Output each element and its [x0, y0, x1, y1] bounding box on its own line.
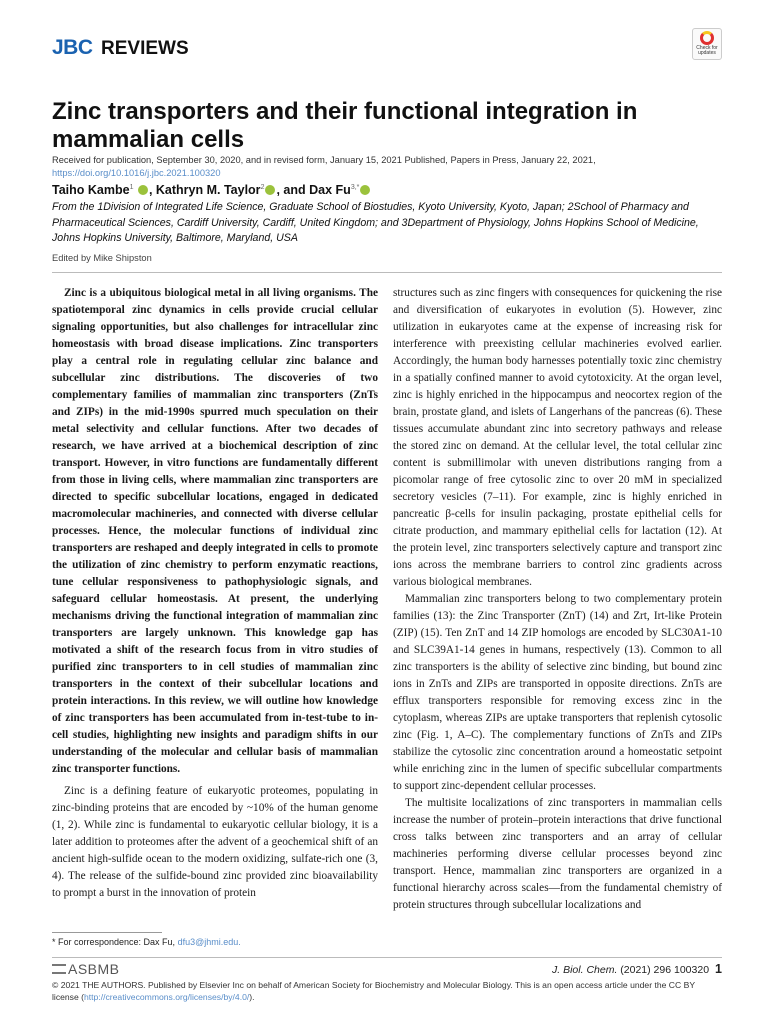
abstract: Zinc is a ubiquitous biological metal in all living organisms. The spatiotemporal zinc dynamics in cells provide crucial cellular signaling opportunities, but also challenges for intracellular zinc homeostasis with broad disease implications. Zinc transporters play a central role in regulating cellular zinc balance and subcellular zinc distributions. The discoveries of two complementary families of mammalian zinc transporters (ZnTs and ZIPs) in the mid-1990s spurred much speculation on their metal selectivity and cellular functions. After two decades of research, we have arrived at a biochemical description of zinc transport. However, in vitro functions are fundamentally different from those in living cells, where mammalian zinc transporters are directed to specific subcellular locations, engaged in dedicated macromolecular machineries, and connected with diverse cellular processes. Hence, the molecular functions of individual zinc transporters are reshaped and deeply integrated in cells to promote the utilization of zinc chemistry to perform enzymatic reactions, tune cellular responsiveness to pathophysiologic signals, and safeguard cellular homeostasis. At present, the underlying mechanisms driving the functional integration of mammalian zinc transporters are largely unknown. This knowledge gap has motivated a shift of the research focus from in vitro studies of purified zinc transporters to in cell studies of mammalian zinc transporters in the context of their subcellular locations and protein interactions. In this review, we will outline how knowledge of zinc transporters has been accumulated from in-test-tube to in-cell studies, highlighting new insights and paradigm shifts in our understanding of the molecular and cellular basis of mammalian zinc transporter functions.: [52, 287, 378, 775]
license-text: © 2021 THE AUTHORS. Published by Elsevier Inc on behalf of American Society for Biochemistry and Molecular Biology. This is an open access article under the CC BY license (: [52, 980, 695, 1002]
journal-issue: (2021) 296 100320: [617, 964, 710, 976]
body-paragraph: The multisite localizations of zinc transporters in mammalian cells increase the number of protein–protein interactions that drive functional cross talks between zinc transporters and an array of cellular machineries performing diverse cellular processes beyond zinc transport. Hence, mammalian zinc transporters are organized in a functional hierarchy across scales—from the fundamental chemistry of protein structures through subcellular localizations and: [393, 797, 722, 911]
publisher-logo: [52, 961, 120, 977]
asbmb-icon: [52, 964, 66, 974]
affiliations: From the 1Division of Integrated Life Science, Graduate School of Biostudies, Kyoto University, Kyoto, Japan; 2School of Pharmacy and Pharmaceutical Sciences, Cardiff University, Cardiff, United Kingdom; and 3Department of Physiology, Johns Hopkins School of Medicine, Johns Hopkins University, Baltimore, Maryland, USA: [52, 201, 699, 244]
publisher-name: ASBMB: [68, 961, 120, 977]
correspondence-label: * For correspondence: Dax Fu,: [52, 937, 178, 947]
check-for-updates-badge[interactable]: [692, 28, 722, 60]
correspondence-footnote: [52, 937, 241, 947]
author-3[interactable]: [309, 183, 371, 197]
correspondence-email-link[interactable]: dfu3@jhmi.edu.: [177, 937, 241, 947]
license-statement: [52, 979, 722, 1003]
received-text: Received for publication, September 30, 2020, and in revised form, January 15, 2021 Published, Papers in Press, January 22, 2021,: [52, 155, 596, 165]
journal-name: J. Biol. Chem.: [552, 964, 618, 976]
intro-paragraph: Zinc is a defining feature of eukaryotic proteomes, populating in zinc-binding proteins that are encoded by ~10% of the human genome (1, 2). While zinc is fundamental to eukaryotic cellular biology, it is a later addition to proteomes after the advent of a geochemical shift of an ancient high-sulfide ocean to the modern oxidizing, sulfate-rich one (3, 4). The release of the sulfide-bound zinc provided zinc bioavailability to prompt a burst in the innovation of protein: [52, 785, 378, 899]
author-separator: , and: [276, 183, 310, 197]
author-affil-number: 1: [129, 183, 134, 191]
jbc-logo: JBC: [52, 36, 93, 59]
check-updates-icon: [700, 31, 714, 45]
author-name: Kathryn M. Taylor: [155, 183, 261, 197]
right-column: [393, 285, 722, 914]
header-divider: [52, 272, 722, 273]
orcid-icon[interactable]: [265, 185, 275, 195]
author-name: Taiho Kambe: [52, 183, 130, 197]
publication-history: [52, 154, 722, 180]
orcid-icon[interactable]: [360, 185, 370, 195]
author-separator: ,: [148, 183, 156, 197]
article-title: Zinc transporters and their functional integration in mammalian cells: [52, 98, 638, 153]
journal-header: [52, 36, 722, 66]
author-affil-number: 2: [260, 183, 265, 191]
body-paragraph: structures such as zinc fingers with consequences for quickening the rise and diversification of eukaryotes in evolution (5). However, zinc utilization in eukaryotes came at the expense of increasing risk for interference with preexisting cellular machineries evolved earlier. Accordingly, the human body harnesses potentially toxic zinc chemistry in a spatially confined manner to avoid cytotoxicity. At the organ level, zinc is highly enriched in the hippocampus and neocortex region of the brain, prostate gland, and islets of Langerhans of the pancreas (6). These tissues accumulate abundant zinc into secretory pathways and release the stored zinc on demand. At the cellular level, the total cellular zinc content is submillimolar with uneven distributions ranging from a picomolar range of free cytosolic zinc to over 20 mM in specialized secretory vesicles (7–11). For example, zinc is highly enriched in pancreatic β-cells for insulin packaging, prostate epithelial cells for citrate production, and mammary epithelial cells for lactation (12). At the protein level, zinc transporters selectively capture and transport zinc ions across the membrane barriers to control zinc gradients across various biological membranes.: [393, 287, 722, 588]
license-link[interactable]: http://creativecommons.org/licenses/by/4.0/: [84, 992, 250, 1002]
author-list: [52, 183, 722, 197]
footnote-divider: [52, 932, 162, 933]
license-end: ).: [249, 992, 255, 1002]
author-1[interactable]: [52, 183, 149, 197]
page-number: 1: [715, 962, 722, 976]
journal-citation: [552, 962, 722, 976]
author-name: Dax Fu: [309, 183, 351, 197]
doi-link[interactable]: https://doi.org/10.1016/j.jbc.2021.100320: [52, 168, 221, 178]
orcid-icon[interactable]: [138, 185, 148, 195]
check-updates-label: Check for updates: [696, 45, 718, 56]
body-paragraph: Mammalian zinc transporters belong to two complementary protein families (13): the Zinc Transporter (ZnT) (14) and Zrt, Irt-like Protein (ZIP) (15). Ten ZnT and 14 ZIP homologs are encoded by SLC30A1-10 and SLC39A1-14 genes in humans, respectively (13). Common to all zinc transporters is the ability of selective zinc binding, but bound zinc ions in ZnTs and ZIPs are transported in opposite directions. ZnTs are efflux transporters responsible for removing excess zinc in the cytoplasm, whereas ZIPs are uptake transporters that replenish cytosolic zinc (Fig. 1, A–C). The complementary functions of ZnTs and ZIPs stabilize the cytosolic zinc concentration around a homeostatic setpoint while enriching zinc in the lumen of specific subcellular compartments to support zinc-dependent cellular processes.: [393, 593, 722, 792]
edited-by: Edited by Mike Shipston: [52, 253, 152, 263]
footer-divider: [52, 957, 722, 958]
section-label: REVIEWS: [101, 38, 189, 59]
author-2[interactable]: [156, 183, 277, 197]
author-affil-number: 3,*: [350, 183, 360, 191]
